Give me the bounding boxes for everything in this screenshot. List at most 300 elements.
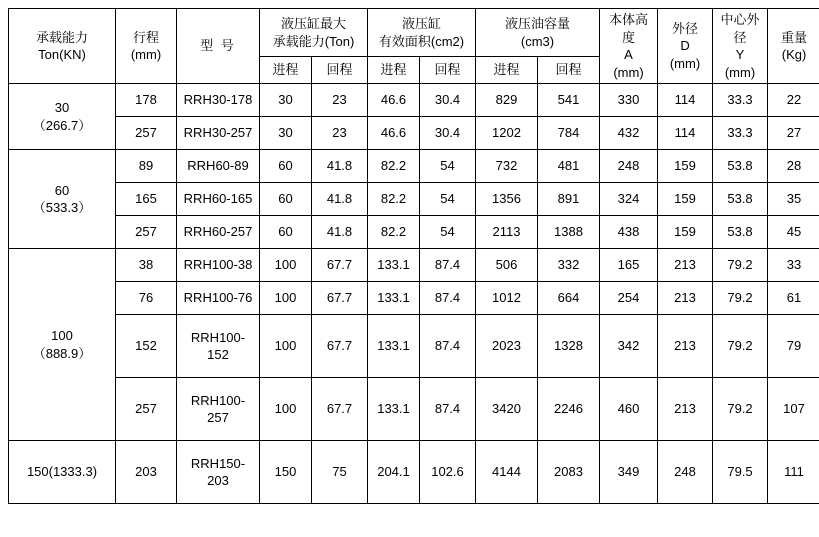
cell-model-line: RRH100-76 bbox=[183, 290, 253, 306]
cell-weight bbox=[768, 183, 819, 216]
cell-area-advance-line: 82.2 bbox=[380, 158, 407, 174]
cell-area-retract-line: 54 bbox=[440, 191, 455, 207]
cell-area-advance bbox=[368, 84, 420, 117]
cell-center-diameter-line: 79.2 bbox=[727, 401, 753, 417]
cell-capacity-advance bbox=[260, 249, 312, 282]
cell-center-diameter-line: 79.2 bbox=[727, 338, 753, 354]
cell-capacity-advance-line: 100 bbox=[274, 257, 297, 273]
cell-capacity-group bbox=[9, 150, 116, 249]
cell-model-line: RRH150- bbox=[190, 455, 246, 471]
cell-oil-retract bbox=[538, 441, 600, 504]
cell-capacity-group bbox=[9, 441, 116, 504]
header-model-label: 型 号 bbox=[200, 38, 236, 54]
header-capacity-line2: Ton(KN) bbox=[38, 47, 86, 63]
header-oil-volume bbox=[476, 9, 600, 57]
table-row bbox=[9, 216, 819, 249]
cell-model-line: RRH30-257 bbox=[183, 125, 253, 141]
cell-area-advance bbox=[368, 315, 420, 378]
header-weight-line2: (Kg) bbox=[781, 47, 807, 63]
cell-capacity-advance bbox=[260, 183, 312, 216]
cell-capacity-group bbox=[9, 249, 116, 441]
capacity-kn: （266.7） bbox=[32, 117, 92, 133]
cell-center-diameter-line: 79.2 bbox=[727, 290, 753, 306]
cell-body-height bbox=[600, 84, 658, 117]
header-oil-vol-line1: 液压油容量 bbox=[505, 16, 571, 31]
cell-stroke bbox=[116, 315, 177, 378]
cell-outer-diameter-line: 114 bbox=[674, 92, 696, 108]
cell-stroke bbox=[116, 150, 177, 183]
cell-body-height-line: 432 bbox=[617, 125, 640, 141]
cell-capacity-retract-line: 41.8 bbox=[326, 158, 353, 174]
table-header bbox=[9, 9, 819, 84]
cell-outer-diameter bbox=[658, 183, 713, 216]
cell-center-diameter-line: 33.3 bbox=[727, 92, 753, 108]
cell-model-line: RRH100-38 bbox=[183, 257, 253, 273]
cell-center-diameter-line: 53.8 bbox=[727, 224, 753, 240]
cell-outer-diameter-line: 114 bbox=[674, 125, 696, 141]
cell-weight-line: 45 bbox=[786, 224, 802, 240]
cell-body-height bbox=[600, 249, 658, 282]
cell-oil-retract bbox=[538, 150, 600, 183]
cell-model bbox=[177, 378, 260, 441]
cell-weight-line: 61 bbox=[786, 290, 802, 306]
cell-outer-diameter bbox=[658, 84, 713, 117]
header-stroke bbox=[116, 9, 177, 84]
cell-area-advance-line: 46.6 bbox=[380, 92, 407, 108]
capacity-ton: 100 bbox=[51, 328, 73, 344]
cell-stroke-line: 38 bbox=[138, 257, 154, 273]
cell-oil-advance-line: 829 bbox=[495, 92, 518, 108]
cell-area-advance bbox=[368, 249, 420, 282]
cell-oil-retract-line: 481 bbox=[557, 158, 580, 174]
cell-area-advance bbox=[368, 183, 420, 216]
cell-body-height-line: 460 bbox=[617, 401, 640, 417]
cell-stroke-line: 203 bbox=[135, 464, 157, 480]
cell-outer-diameter-line: 159 bbox=[674, 158, 696, 174]
cell-outer-diameter bbox=[658, 150, 713, 183]
table-row bbox=[9, 249, 819, 282]
cell-area-retract bbox=[420, 150, 476, 183]
cell-center-diameter bbox=[713, 378, 768, 441]
cell-center-diameter bbox=[713, 216, 768, 249]
header-cyl-cap-line1: 液压缸最大 bbox=[280, 16, 346, 31]
cell-capacity-advance-line: 60 bbox=[278, 224, 293, 240]
cell-center-diameter bbox=[713, 117, 768, 150]
cell-area-retract bbox=[420, 117, 476, 150]
cell-capacity-advance-line: 30 bbox=[278, 125, 293, 141]
cell-center-diameter bbox=[713, 84, 768, 117]
cell-model-line: 257 bbox=[207, 410, 229, 426]
cell-model-line: 203 bbox=[207, 473, 229, 489]
header-capacity bbox=[9, 9, 116, 84]
cell-oil-advance bbox=[476, 84, 538, 117]
cell-weight bbox=[768, 378, 819, 441]
cell-oil-retract bbox=[538, 249, 600, 282]
header-stroke-line2: (mm) bbox=[130, 47, 162, 63]
cell-body-height-line: 349 bbox=[617, 464, 640, 480]
cell-capacity-retract-line: 67.7 bbox=[326, 401, 353, 417]
header-cyl-area-line1: 液压缸 bbox=[401, 16, 441, 31]
cell-model bbox=[177, 249, 260, 282]
cell-capacity-advance bbox=[260, 315, 312, 378]
cell-capacity-group bbox=[9, 84, 116, 150]
table-body bbox=[9, 84, 819, 504]
cell-oil-retract bbox=[538, 117, 600, 150]
header-area-advance: 进程 bbox=[368, 57, 420, 84]
header-row-1 bbox=[9, 9, 819, 57]
header-center-dia-line4: (mm) bbox=[724, 64, 756, 80]
table-row bbox=[9, 84, 819, 117]
cell-weight-line: 111 bbox=[784, 464, 804, 480]
cell-oil-advance bbox=[476, 216, 538, 249]
cell-capacity-retract-line: 41.8 bbox=[326, 191, 353, 207]
cell-area-advance-line: 133.1 bbox=[377, 257, 410, 273]
cell-oil-advance-line: 2023 bbox=[492, 338, 521, 354]
cell-model-line: RRH60-89 bbox=[187, 158, 249, 174]
cell-body-height bbox=[600, 117, 658, 150]
cell-oil-advance-line: 3420 bbox=[492, 401, 521, 417]
cell-center-diameter bbox=[713, 315, 768, 378]
cell-stroke bbox=[116, 117, 177, 150]
cell-model bbox=[177, 183, 260, 216]
cell-area-retract bbox=[420, 84, 476, 117]
header-cyl-area-line2: 有效面积(cm2) bbox=[378, 33, 465, 49]
header-center-dia-line2: 径 bbox=[733, 29, 747, 45]
cell-area-retract bbox=[420, 315, 476, 378]
cell-outer-diameter-line: 159 bbox=[674, 191, 696, 207]
cell-weight-line: 79 bbox=[786, 338, 802, 354]
cell-weight bbox=[768, 282, 819, 315]
header-oil-retract: 回程 bbox=[538, 57, 600, 84]
cell-center-diameter bbox=[713, 150, 768, 183]
cell-outer-diameter-line: 159 bbox=[674, 224, 696, 240]
cell-area-retract bbox=[420, 282, 476, 315]
cell-body-height bbox=[600, 378, 658, 441]
table-row bbox=[9, 441, 819, 504]
table-row bbox=[9, 150, 819, 183]
cell-oil-advance bbox=[476, 249, 538, 282]
header-outer-dia-line1: 外径 bbox=[672, 20, 699, 36]
header-weight bbox=[768, 9, 819, 84]
cell-model-line: RRH60-165 bbox=[183, 191, 253, 207]
cell-stroke bbox=[116, 249, 177, 282]
header-body-height-line4: (mm) bbox=[613, 64, 644, 80]
cell-stroke bbox=[116, 378, 177, 441]
cell-area-advance bbox=[368, 216, 420, 249]
cell-capacity-advance bbox=[260, 282, 312, 315]
header-body-height-line1: 本体高 bbox=[609, 12, 649, 27]
cell-capacity-advance-line: 100 bbox=[274, 290, 297, 306]
cell-center-diameter bbox=[713, 183, 768, 216]
cell-oil-retract bbox=[538, 378, 600, 441]
header-cyl-cap-line2: 承载能力(Ton) bbox=[272, 33, 355, 49]
cell-oil-advance bbox=[476, 150, 538, 183]
cell-weight-line: 33 bbox=[786, 257, 802, 273]
header-weight-line1: 重量 bbox=[781, 29, 808, 45]
cell-body-height-line: 438 bbox=[617, 224, 640, 240]
cell-oil-advance bbox=[476, 378, 538, 441]
cell-capacity-retract bbox=[312, 378, 368, 441]
cell-stroke-line: 165 bbox=[135, 191, 157, 207]
cell-weight-line: 107 bbox=[783, 401, 805, 417]
cell-capacity-advance bbox=[260, 84, 312, 117]
cell-capacity-retract bbox=[312, 282, 368, 315]
cell-oil-advance-line: 732 bbox=[495, 158, 518, 174]
cell-stroke-line: 178 bbox=[135, 92, 157, 108]
cell-capacity-retract-line: 23 bbox=[332, 125, 347, 141]
cell-body-height bbox=[600, 441, 658, 504]
capacity-ton: 60 bbox=[54, 182, 70, 198]
cell-weight-line: 22 bbox=[786, 92, 802, 108]
header-cap-retract: 回程 bbox=[312, 57, 368, 84]
header-cylinder-effective-area bbox=[368, 9, 476, 57]
cell-oil-advance-line: 1012 bbox=[492, 290, 521, 306]
cell-center-diameter-line: 33.3 bbox=[727, 125, 753, 141]
cell-capacity-advance bbox=[260, 117, 312, 150]
cell-capacity-retract bbox=[312, 441, 368, 504]
cell-weight bbox=[768, 150, 819, 183]
cell-area-retract-line: 54 bbox=[440, 158, 455, 174]
cell-area-advance bbox=[368, 378, 420, 441]
table-row bbox=[9, 117, 819, 150]
cell-oil-advance-line: 1202 bbox=[492, 125, 521, 141]
cell-model bbox=[177, 117, 260, 150]
header-outer-dia-line3: (mm) bbox=[669, 55, 701, 71]
cell-oil-advance-line: 4144 bbox=[492, 464, 521, 480]
header-cap-advance: 进程 bbox=[260, 57, 312, 84]
cell-weight bbox=[768, 249, 819, 282]
cell-outer-diameter-line: 213 bbox=[674, 290, 696, 306]
cell-body-height-line: 324 bbox=[617, 191, 640, 207]
cell-oil-retract-line: 891 bbox=[557, 191, 580, 207]
cell-oil-retract bbox=[538, 315, 600, 378]
cell-stroke-line: 257 bbox=[135, 224, 157, 240]
cell-oil-retract bbox=[538, 84, 600, 117]
cell-capacity-retract bbox=[312, 117, 368, 150]
cell-capacity-advance bbox=[260, 378, 312, 441]
cell-area-advance-line: 204.1 bbox=[377, 464, 410, 480]
cell-stroke-line: 152 bbox=[135, 338, 157, 354]
cell-area-retract-line: 87.4 bbox=[434, 401, 461, 417]
header-center-outer-diameter bbox=[713, 9, 768, 84]
cell-oil-retract bbox=[538, 216, 600, 249]
cell-body-height-line: 330 bbox=[617, 92, 640, 108]
cell-body-height-line: 248 bbox=[617, 158, 640, 174]
cell-capacity-retract bbox=[312, 216, 368, 249]
cell-area-advance-line: 133.1 bbox=[377, 401, 410, 417]
cell-oil-retract-line: 2083 bbox=[554, 464, 583, 480]
header-stroke-line1: 行程 bbox=[132, 29, 159, 45]
header-outer-diameter bbox=[658, 9, 713, 84]
cell-area-advance-line: 133.1 bbox=[377, 338, 410, 354]
cell-area-retract-line: 87.4 bbox=[434, 257, 461, 273]
capacity-ton: 30 bbox=[54, 100, 70, 116]
cell-body-height bbox=[600, 183, 658, 216]
cell-weight bbox=[768, 84, 819, 117]
cell-oil-advance bbox=[476, 282, 538, 315]
specification-table bbox=[8, 8, 819, 504]
cell-weight bbox=[768, 216, 819, 249]
cell-area-advance-line: 82.2 bbox=[380, 224, 407, 240]
cell-body-height-line: 165 bbox=[617, 257, 640, 273]
cell-model-line: RRH60-257 bbox=[183, 224, 253, 240]
cell-outer-diameter bbox=[658, 117, 713, 150]
header-body-height bbox=[600, 9, 658, 84]
capacity-ton: 150(1333.3) bbox=[26, 464, 98, 480]
cell-area-retract-line: 30.4 bbox=[434, 125, 461, 141]
cell-stroke-line: 76 bbox=[138, 290, 154, 306]
cell-capacity-retract bbox=[312, 150, 368, 183]
cell-weight bbox=[768, 441, 819, 504]
cell-oil-retract bbox=[538, 282, 600, 315]
cell-capacity-advance-line: 30 bbox=[278, 92, 293, 108]
cell-area-advance-line: 46.6 bbox=[380, 125, 407, 141]
cell-outer-diameter bbox=[658, 216, 713, 249]
cell-oil-advance bbox=[476, 441, 538, 504]
cell-outer-diameter-line: 213 bbox=[674, 401, 696, 417]
cell-outer-diameter bbox=[658, 249, 713, 282]
table-row bbox=[9, 378, 819, 441]
cell-capacity-advance-line: 150 bbox=[274, 464, 297, 480]
cell-oil-advance-line: 506 bbox=[495, 257, 518, 273]
capacity-kn: （533.3） bbox=[32, 200, 92, 216]
cell-model-line: RRH30-178 bbox=[183, 92, 253, 108]
cell-area-advance bbox=[368, 117, 420, 150]
cell-oil-retract-line: 1328 bbox=[554, 338, 583, 354]
cell-model bbox=[177, 282, 260, 315]
cell-oil-retract-line: 2246 bbox=[554, 401, 583, 417]
cell-stroke bbox=[116, 183, 177, 216]
cell-model bbox=[177, 84, 260, 117]
cell-model-line: 152 bbox=[207, 347, 229, 363]
cell-body-height bbox=[600, 150, 658, 183]
capacity-kn: （888.9） bbox=[32, 345, 92, 361]
header-center-dia-line3: Y bbox=[735, 47, 745, 63]
cell-model bbox=[177, 150, 260, 183]
cell-capacity-retract-line: 67.7 bbox=[326, 257, 353, 273]
cell-stroke bbox=[116, 216, 177, 249]
header-capacity-line1: 承载能力 bbox=[35, 29, 88, 45]
cell-center-diameter-line: 53.8 bbox=[727, 191, 753, 207]
cell-capacity-advance-line: 100 bbox=[274, 338, 297, 354]
cell-model bbox=[177, 441, 260, 504]
cell-stroke bbox=[116, 282, 177, 315]
cell-area-retract bbox=[420, 183, 476, 216]
cell-body-height-line: 342 bbox=[617, 338, 640, 354]
cell-body-height bbox=[600, 315, 658, 378]
cell-capacity-retract bbox=[312, 315, 368, 378]
cell-outer-diameter-line: 213 bbox=[674, 257, 696, 273]
table-row bbox=[9, 183, 819, 216]
table-row bbox=[9, 282, 819, 315]
cell-stroke bbox=[116, 84, 177, 117]
header-center-dia-line1: 中心外 bbox=[720, 12, 760, 27]
cell-model-line: RRH100- bbox=[190, 329, 246, 345]
cell-capacity-advance-line: 60 bbox=[278, 158, 293, 174]
cell-area-retract-line: 87.4 bbox=[434, 338, 461, 354]
cell-weight bbox=[768, 117, 819, 150]
cell-center-diameter bbox=[713, 441, 768, 504]
cell-oil-retract-line: 1388 bbox=[554, 224, 583, 240]
header-body-height-line2: 度 bbox=[622, 29, 636, 45]
cell-capacity-retract-line: 67.7 bbox=[326, 338, 353, 354]
cell-oil-retract-line: 784 bbox=[557, 125, 580, 141]
table-row bbox=[9, 315, 819, 378]
header-body-height-line3: A bbox=[624, 47, 633, 63]
cell-area-advance bbox=[368, 441, 420, 504]
header-model bbox=[177, 9, 260, 84]
cell-area-retract-line: 54 bbox=[440, 224, 455, 240]
cell-weight-line: 28 bbox=[786, 158, 802, 174]
cell-body-height bbox=[600, 282, 658, 315]
cell-center-diameter-line: 79.2 bbox=[727, 257, 753, 273]
cell-weight-line: 27 bbox=[786, 125, 802, 141]
cell-capacity-advance-line: 60 bbox=[278, 191, 293, 207]
cell-capacity-retract-line: 67.7 bbox=[326, 290, 353, 306]
cell-area-retract bbox=[420, 441, 476, 504]
cell-capacity-retract bbox=[312, 183, 368, 216]
cell-center-diameter bbox=[713, 249, 768, 282]
cell-center-diameter-line: 53.8 bbox=[727, 158, 753, 174]
cell-model bbox=[177, 315, 260, 378]
cell-body-height bbox=[600, 216, 658, 249]
cell-oil-advance bbox=[476, 117, 538, 150]
cell-area-retract bbox=[420, 249, 476, 282]
header-oil-vol-line2: (cm3) bbox=[520, 33, 555, 49]
cell-outer-diameter bbox=[658, 378, 713, 441]
header-oil-advance: 进程 bbox=[476, 57, 538, 84]
cell-center-diameter-line: 79.5 bbox=[727, 464, 753, 480]
cell-capacity-retract-line: 41.8 bbox=[326, 224, 353, 240]
cell-stroke bbox=[116, 441, 177, 504]
cell-model-line: RRH100- bbox=[190, 392, 246, 408]
cell-outer-diameter bbox=[658, 282, 713, 315]
cell-capacity-advance bbox=[260, 150, 312, 183]
header-outer-dia-line2: D bbox=[680, 38, 690, 54]
cell-body-height-line: 254 bbox=[617, 290, 640, 306]
cell-stroke-line: 257 bbox=[135, 401, 157, 417]
cell-oil-retract-line: 541 bbox=[557, 92, 580, 108]
cell-area-retract bbox=[420, 216, 476, 249]
cell-capacity-advance bbox=[260, 441, 312, 504]
cell-weight-line: 35 bbox=[786, 191, 802, 207]
cell-capacity-retract-line: 23 bbox=[332, 92, 347, 108]
cell-area-advance-line: 82.2 bbox=[380, 191, 407, 207]
cell-oil-advance-line: 2113 bbox=[492, 224, 521, 240]
cell-area-retract-line: 102.6 bbox=[431, 464, 464, 480]
cell-stroke-line: 257 bbox=[135, 125, 157, 141]
cell-oil-retract-line: 664 bbox=[557, 290, 580, 306]
cell-area-advance bbox=[368, 282, 420, 315]
cell-capacity-retract bbox=[312, 249, 368, 282]
cell-area-advance-line: 133.1 bbox=[377, 290, 410, 306]
cell-area-retract-line: 87.4 bbox=[434, 290, 461, 306]
cell-capacity-retract bbox=[312, 84, 368, 117]
cell-area-advance bbox=[368, 150, 420, 183]
cell-stroke-line: 89 bbox=[138, 158, 154, 174]
cell-area-retract bbox=[420, 378, 476, 441]
cell-oil-advance-line: 1356 bbox=[492, 191, 521, 207]
cell-outer-diameter bbox=[658, 441, 713, 504]
cell-oil-advance bbox=[476, 315, 538, 378]
header-area-retract: 回程 bbox=[420, 57, 476, 84]
cell-oil-retract bbox=[538, 183, 600, 216]
cell-outer-diameter bbox=[658, 315, 713, 378]
cell-capacity-advance bbox=[260, 216, 312, 249]
cell-center-diameter bbox=[713, 282, 768, 315]
cell-weight bbox=[768, 315, 819, 378]
cell-model bbox=[177, 216, 260, 249]
